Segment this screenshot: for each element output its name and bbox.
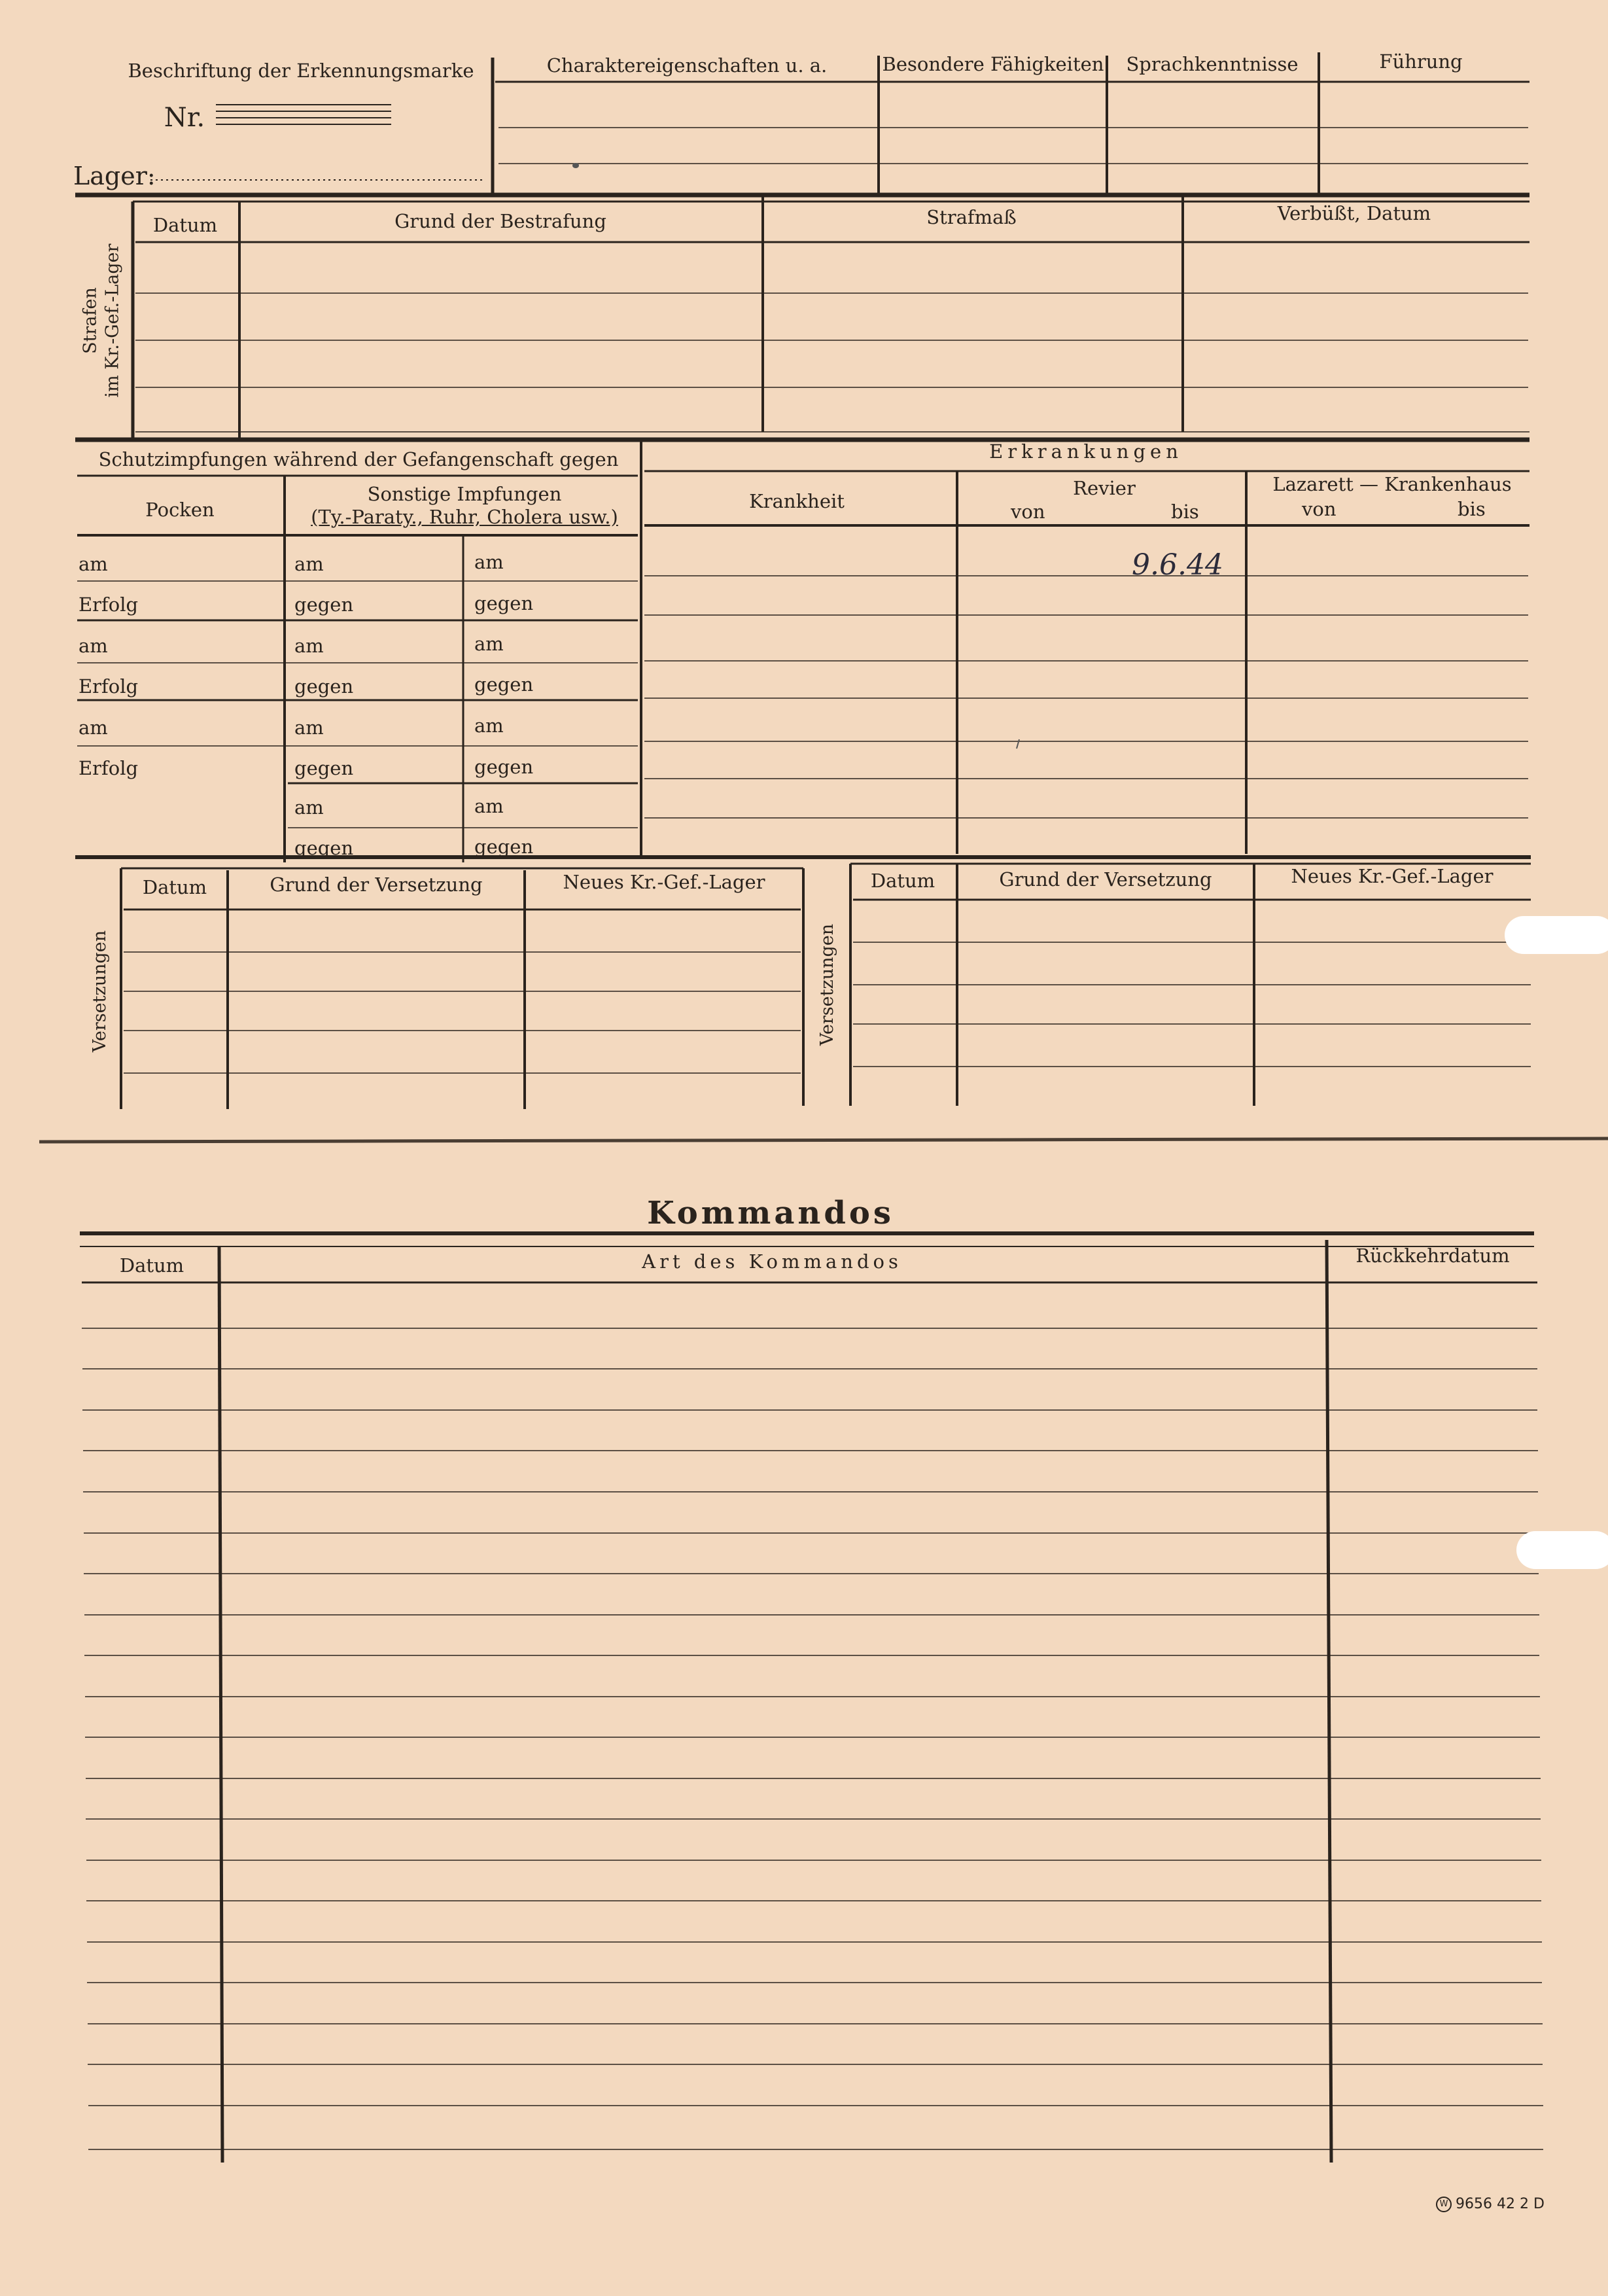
revier-bis: bis	[1171, 501, 1199, 523]
pocken-header: Pocken	[145, 499, 215, 521]
sonstige-am-1a: am	[294, 553, 324, 575]
pocken-am-2: am	[79, 635, 108, 657]
binder-notch-upper	[1505, 916, 1608, 954]
erkrankungen-title: Erkrankungen	[989, 440, 1183, 463]
header-faehigkeiten: Besondere Fähigkeiten	[882, 53, 1104, 75]
versetzungen-side-label-right: Versetzungen	[817, 923, 838, 1046]
strafen-header-verbuesst: Verbüßt, Datum	[1277, 202, 1431, 224]
revier-von: von	[1011, 501, 1045, 523]
strafen-header-grund: Grund der Bestrafung	[394, 210, 606, 232]
versetzung-right-header-lager: Neues Kr.-Gef.-Lager	[1291, 865, 1494, 887]
header-fuehrung: Führung	[1379, 50, 1463, 73]
handwritten-date: 9.6.44	[1132, 548, 1223, 582]
versetzung-left-header-lager: Neues Kr.-Gef.-Lager	[563, 871, 765, 893]
pocken-am-3: am	[79, 716, 108, 739]
kommandos-title: Kommandos	[647, 1195, 894, 1231]
sonstige-am-3a: am	[294, 716, 324, 739]
pocken-erfolg-1: Erfolg	[79, 593, 139, 616]
strafen-header-datum: Datum	[152, 214, 218, 236]
pocken-erfolg-3: Erfolg	[79, 757, 139, 779]
sonstige-am-4a: am	[294, 796, 324, 819]
sonstige-am-2b: am	[474, 633, 504, 655]
nr-label: Nr.	[164, 103, 205, 133]
sonstige-impfungen-header: Sonstige Impfungen	[367, 483, 562, 505]
versetzung-right-header-grund: Grund der Versetzung	[999, 868, 1212, 891]
sonstige-gegen-4b: gegen	[474, 836, 534, 858]
lazarett-header: Lazarett — Krankenhaus	[1272, 473, 1512, 495]
sonstige-am-1b: am	[474, 551, 504, 573]
strafen-side-label-1: Strafen	[80, 287, 101, 354]
strafen-side-label	[79, 243, 124, 397]
pocken-am-1: am	[79, 553, 108, 575]
revier-header: Revier	[1073, 477, 1136, 499]
sonstige-gegen-1b: gegen	[474, 592, 534, 614]
versetzungen-side-label-left: Versetzungen	[90, 930, 111, 1053]
tag-title: Beschriftung der Erkennungsmarke	[128, 60, 474, 82]
kommandos-header-rueckkehr: Rückkehrdatum	[1355, 1245, 1510, 1267]
sonstige-am-4b: am	[474, 795, 504, 817]
sonstige-gegen-3a: gegen	[294, 757, 354, 779]
print-code-mark	[1436, 2197, 1545, 2212]
lazarett-von: von	[1302, 498, 1337, 520]
sonstige-impfungen-sub: (Ty.-Paraty., Ruhr, Cholera usw.)	[311, 506, 618, 528]
pocken-erfolg-2: Erfolg	[79, 675, 139, 698]
krankheit-header: Krankheit	[749, 490, 845, 512]
sonstige-am-3b: am	[474, 715, 504, 737]
printer-symbol-icon: W	[1436, 2197, 1452, 2212]
sonstige-gegen-2b: gegen	[474, 673, 534, 696]
lazarett-bis: bis	[1458, 498, 1486, 520]
binder-notch-lower	[1516, 1531, 1608, 1569]
impfungen-title: Schutzimpfungen während der Gefangenschaft gegen	[98, 448, 619, 470]
kommandos-header-art: Art des Kommandos	[642, 1250, 902, 1273]
sonstige-gegen-1a: gegen	[294, 593, 354, 616]
sonstige-gegen-3b: gegen	[474, 756, 534, 778]
kommandos-header-datum: Datum	[119, 1254, 184, 1277]
sonstige-am-2a: am	[294, 635, 324, 657]
sonstige-gegen-2a: gegen	[294, 675, 354, 698]
lager-label: Lager:	[73, 162, 156, 190]
header-sprachkenntnisse: Sprachkenntnisse	[1126, 53, 1299, 75]
strafen-header-strafmass: Strafmaß	[926, 206, 1017, 228]
header-charakter: Charaktereigenschaften u. a.	[546, 54, 828, 77]
strafen-side-label-2: im Kr.-Gef.-Lager	[102, 243, 122, 398]
versetzung-left-header-grund: Grund der Versetzung	[270, 874, 483, 896]
versetzung-right-header-datum: Datum	[870, 870, 935, 892]
versetzung-left-header-datum: Datum	[142, 876, 207, 898]
print-code: 9656 42 2 D	[1456, 2196, 1545, 2212]
sonstige-gegen-4a: gegen	[294, 837, 354, 859]
